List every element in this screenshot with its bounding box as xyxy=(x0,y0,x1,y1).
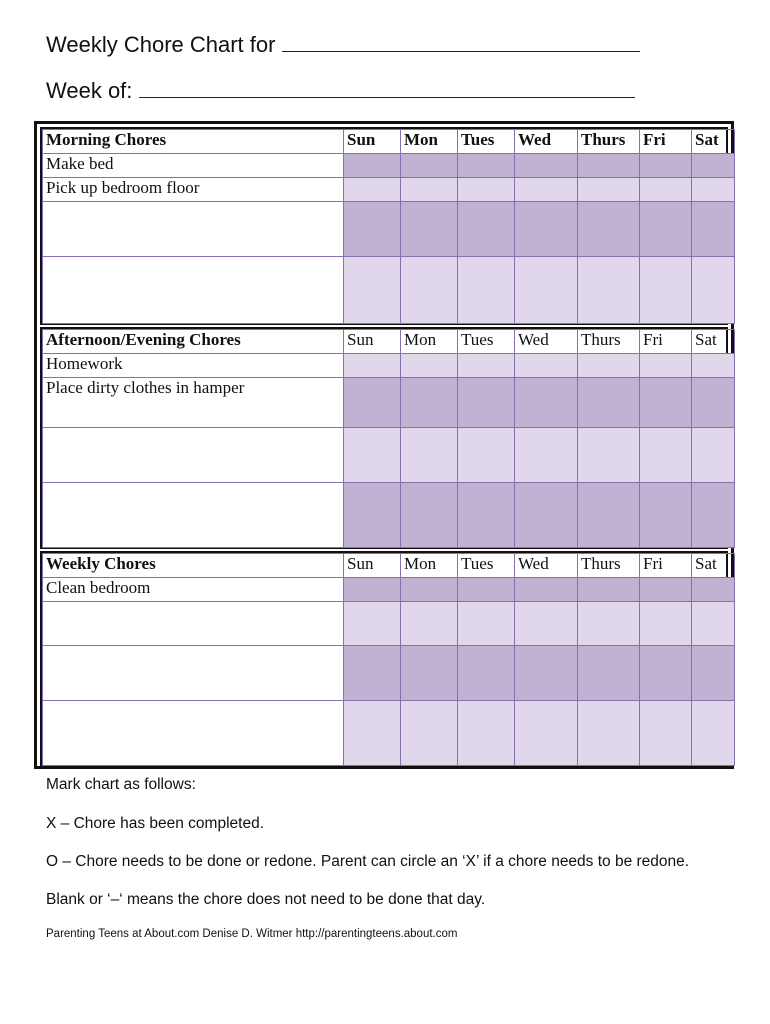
morning-chores-table xyxy=(42,129,735,324)
day-cell[interactable] xyxy=(515,483,578,548)
day-cell[interactable] xyxy=(515,378,578,428)
chore-name[interactable] xyxy=(43,646,344,701)
day-cell[interactable] xyxy=(640,428,692,483)
section-title: Afternoon/Evening Chores xyxy=(43,330,344,354)
day-cell[interactable] xyxy=(515,257,578,324)
day-cell[interactable] xyxy=(640,578,692,602)
day-cell[interactable] xyxy=(692,646,735,701)
day-cell[interactable] xyxy=(401,378,458,428)
day-cell[interactable] xyxy=(458,701,515,766)
day-header-fri: Fri xyxy=(640,554,692,578)
day-cell[interactable] xyxy=(578,378,640,428)
day-cell[interactable] xyxy=(458,483,515,548)
day-cell[interactable] xyxy=(401,202,458,257)
footer-credit: Parenting Teens at About.com Denise D. Witmer http://parentingteens.about.com xyxy=(46,928,458,940)
day-header-wed: Wed xyxy=(515,330,578,354)
day-header-mon: Mon xyxy=(401,130,458,154)
day-cell[interactable] xyxy=(401,578,458,602)
day-cell[interactable] xyxy=(640,646,692,701)
day-cell[interactable] xyxy=(458,202,515,257)
section-morning xyxy=(40,127,728,325)
day-cell[interactable] xyxy=(640,178,692,202)
day-cell[interactable] xyxy=(344,257,401,324)
week-of-blank[interactable] xyxy=(139,96,635,98)
table-row xyxy=(43,483,735,548)
day-header-sat: Sat xyxy=(692,554,735,578)
day-cell[interactable] xyxy=(578,428,640,483)
day-cell[interactable] xyxy=(344,378,401,428)
chore-name[interactable] xyxy=(43,257,344,324)
day-cell[interactable] xyxy=(692,602,735,646)
day-cell[interactable] xyxy=(578,646,640,701)
day-cell[interactable] xyxy=(515,428,578,483)
day-cell[interactable] xyxy=(458,602,515,646)
section-title: Morning Chores xyxy=(43,130,344,154)
weekly-header-row xyxy=(43,554,735,578)
chore-name: Make bed xyxy=(43,154,344,178)
day-cell[interactable] xyxy=(578,202,640,257)
day-cell[interactable] xyxy=(692,483,735,548)
chore-name[interactable] xyxy=(43,202,344,257)
day-cell[interactable] xyxy=(578,354,640,378)
morning-header-row xyxy=(43,130,735,154)
day-header-mon: Mon xyxy=(401,330,458,354)
table-row xyxy=(43,154,735,178)
child-name-blank[interactable] xyxy=(282,50,640,52)
legend-blank-rule: Blank or ‘–‘ means the chore does not need to be done that day. xyxy=(46,891,486,908)
day-cell[interactable] xyxy=(458,578,515,602)
day-cell[interactable] xyxy=(401,428,458,483)
day-cell[interactable] xyxy=(515,154,578,178)
day-cell[interactable] xyxy=(515,646,578,701)
day-cell[interactable] xyxy=(401,602,458,646)
table-row xyxy=(43,202,735,257)
day-cell[interactable] xyxy=(515,578,578,602)
day-cell[interactable] xyxy=(401,483,458,548)
day-header-tues: Tues xyxy=(458,130,515,154)
day-cell[interactable] xyxy=(458,646,515,701)
day-cell[interactable] xyxy=(692,154,735,178)
day-cell[interactable] xyxy=(401,646,458,701)
table-row xyxy=(43,602,735,646)
table-row xyxy=(43,354,735,378)
day-cell[interactable] xyxy=(458,154,515,178)
day-cell[interactable] xyxy=(344,354,401,378)
day-cell[interactable] xyxy=(640,257,692,324)
day-cell[interactable] xyxy=(640,154,692,178)
table-row xyxy=(43,378,735,428)
section-afternoon-evening xyxy=(40,327,728,549)
day-cell[interactable] xyxy=(344,646,401,701)
day-cell[interactable] xyxy=(692,428,735,483)
week-of-label: Week of: xyxy=(46,78,133,103)
day-cell[interactable] xyxy=(401,257,458,324)
day-cell[interactable] xyxy=(458,378,515,428)
day-cell[interactable] xyxy=(458,178,515,202)
day-header-sat: Sat xyxy=(692,130,735,154)
day-cell[interactable] xyxy=(640,378,692,428)
day-header-fri: Fri xyxy=(640,130,692,154)
table-row xyxy=(43,646,735,701)
day-cell[interactable] xyxy=(515,354,578,378)
table-row xyxy=(43,578,735,602)
table-row xyxy=(43,178,735,202)
chore-name[interactable] xyxy=(43,483,344,548)
chore-name[interactable] xyxy=(43,701,344,766)
day-header-wed: Wed xyxy=(515,554,578,578)
chore-name: Pick up bedroom floor xyxy=(43,178,344,202)
day-cell[interactable] xyxy=(344,483,401,548)
day-cell[interactable] xyxy=(515,178,578,202)
chore-name: Homework xyxy=(43,354,344,378)
day-cell[interactable] xyxy=(578,602,640,646)
day-header-sun: Sun xyxy=(344,554,401,578)
legend-x-rule: X – Chore has been completed. xyxy=(46,815,264,832)
section-title: Weekly Chores xyxy=(43,554,344,578)
day-cell[interactable] xyxy=(692,257,735,324)
day-cell[interactable] xyxy=(640,483,692,548)
day-header-thurs: Thurs xyxy=(578,554,640,578)
table-row xyxy=(43,257,735,324)
day-cell[interactable] xyxy=(640,602,692,646)
afternoon-header-row xyxy=(43,330,735,354)
legend-o-rule: O – Chore needs to be done or redone. Parent can circle an ‘X’ if a chore needs to be redone. xyxy=(46,853,690,870)
day-cell[interactable] xyxy=(344,602,401,646)
day-header-fri: Fri xyxy=(640,330,692,354)
day-cell[interactable] xyxy=(458,354,515,378)
table-row xyxy=(43,428,735,483)
day-cell[interactable] xyxy=(692,202,735,257)
day-cell[interactable] xyxy=(515,602,578,646)
day-cell[interactable] xyxy=(578,178,640,202)
day-cell[interactable] xyxy=(344,578,401,602)
chart-title-label: Weekly Chore Chart for xyxy=(46,32,276,57)
day-cell[interactable] xyxy=(640,701,692,766)
day-cell[interactable] xyxy=(344,202,401,257)
chore-name: Place dirty clothes in hamper xyxy=(43,378,344,428)
day-cell[interactable] xyxy=(515,701,578,766)
day-cell[interactable] xyxy=(515,202,578,257)
day-cell[interactable] xyxy=(578,578,640,602)
week-of-line xyxy=(46,78,635,104)
table-row xyxy=(43,701,735,766)
day-cell[interactable] xyxy=(578,701,640,766)
chore-chart xyxy=(34,121,734,769)
day-header-sat: Sat xyxy=(692,330,735,354)
day-header-tues: Tues xyxy=(458,554,515,578)
day-cell[interactable] xyxy=(692,378,735,428)
day-header-mon: Mon xyxy=(401,554,458,578)
day-cell[interactable] xyxy=(692,178,735,202)
section-weekly xyxy=(40,551,728,767)
day-header-wed: Wed xyxy=(515,130,578,154)
day-cell[interactable] xyxy=(401,178,458,202)
day-cell[interactable] xyxy=(458,428,515,483)
day-cell[interactable] xyxy=(344,701,401,766)
day-header-sun: Sun xyxy=(344,130,401,154)
day-cell[interactable] xyxy=(458,257,515,324)
day-cell[interactable] xyxy=(401,701,458,766)
chart-title xyxy=(46,32,640,58)
day-cell[interactable] xyxy=(692,701,735,766)
day-cell[interactable] xyxy=(401,354,458,378)
day-header-tues: Tues xyxy=(458,330,515,354)
day-header-thurs: Thurs xyxy=(578,330,640,354)
afternoon-chores-table xyxy=(42,329,735,548)
day-cell[interactable] xyxy=(640,354,692,378)
chore-name[interactable] xyxy=(43,602,344,646)
day-cell[interactable] xyxy=(578,154,640,178)
day-cell[interactable] xyxy=(401,154,458,178)
chore-name: Clean bedroom xyxy=(43,578,344,602)
day-cell[interactable] xyxy=(692,578,735,602)
weekly-chores-table xyxy=(42,553,735,766)
day-cell[interactable] xyxy=(344,154,401,178)
day-cell[interactable] xyxy=(344,178,401,202)
day-header-sun: Sun xyxy=(344,330,401,354)
day-cell[interactable] xyxy=(640,202,692,257)
day-cell[interactable] xyxy=(578,257,640,324)
day-cell[interactable] xyxy=(344,428,401,483)
legend-heading: Mark chart as follows: xyxy=(46,776,196,793)
day-header-thurs: Thurs xyxy=(578,130,640,154)
chore-name[interactable] xyxy=(43,428,344,483)
day-cell[interactable] xyxy=(578,483,640,548)
day-cell[interactable] xyxy=(692,354,735,378)
